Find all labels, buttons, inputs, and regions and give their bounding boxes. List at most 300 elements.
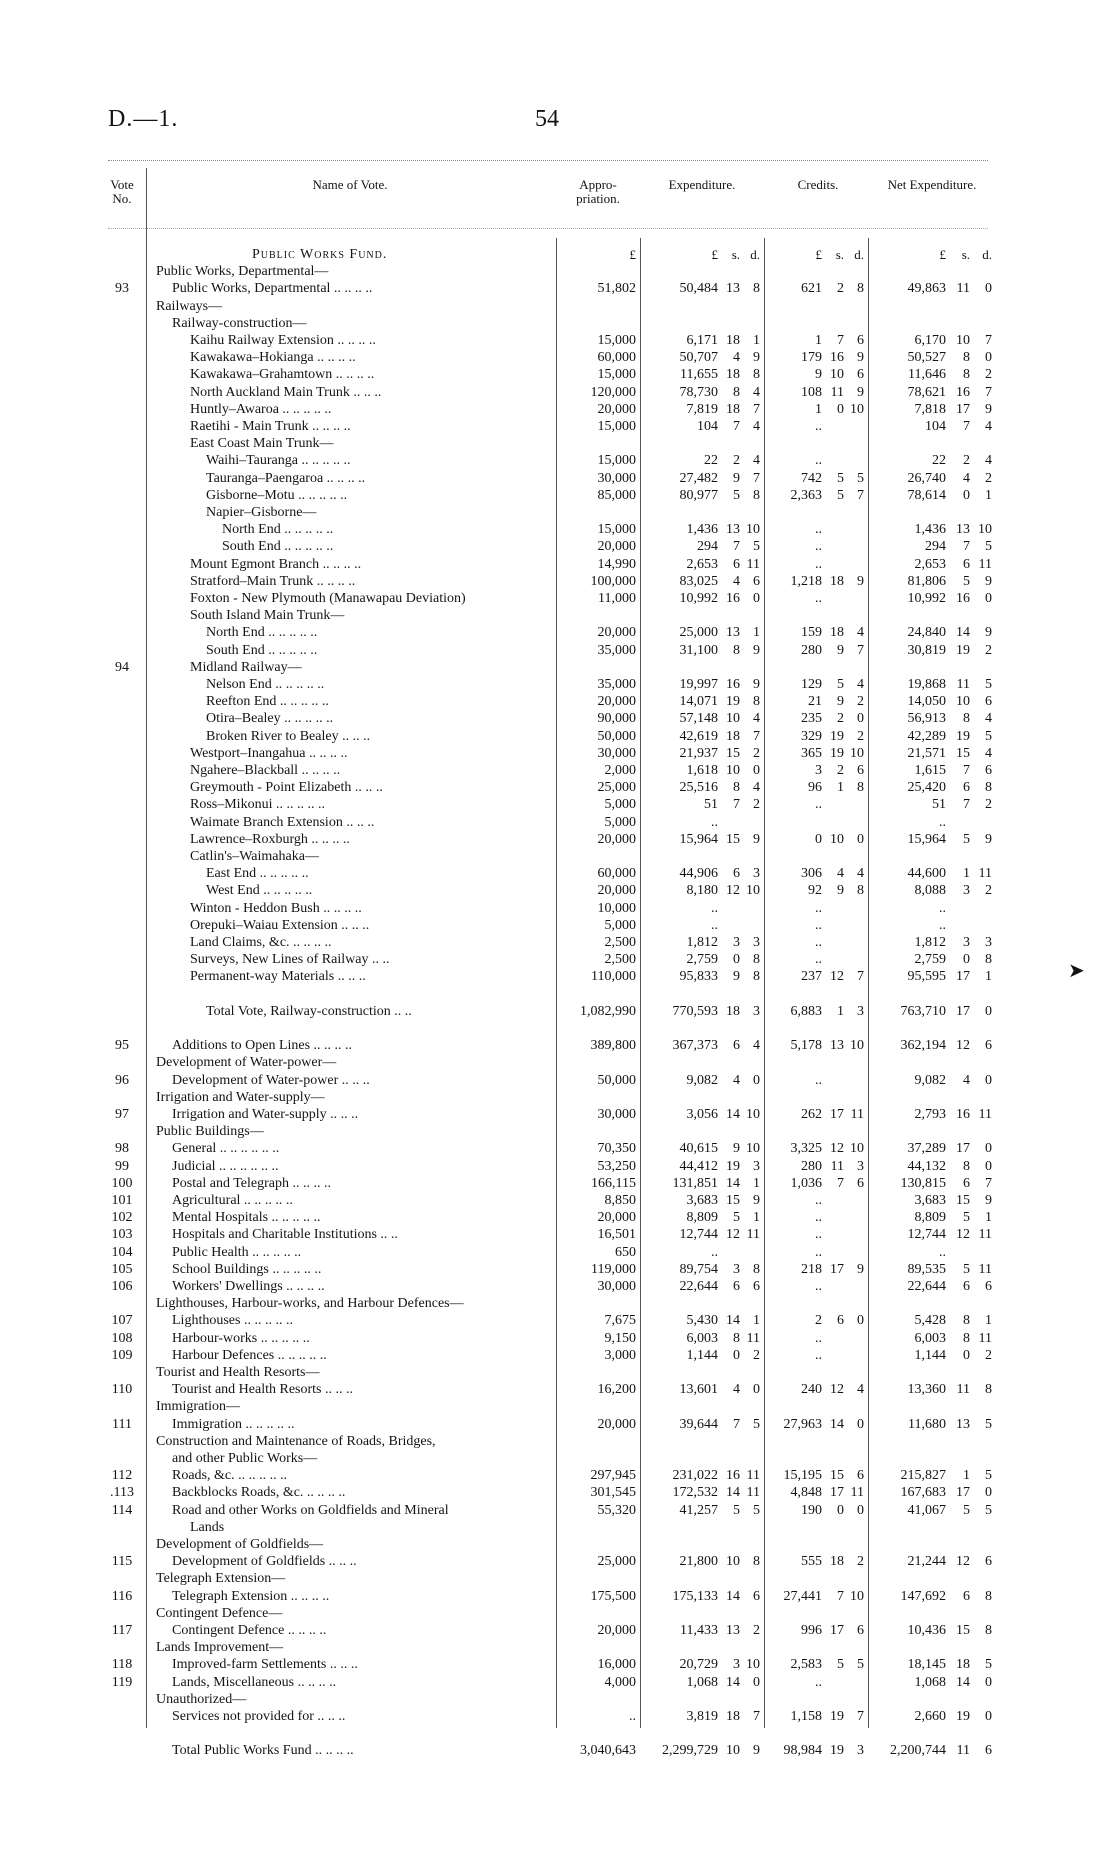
cell-ed: 1	[753, 1175, 760, 1191]
cell-es: 5	[733, 1210, 740, 1226]
table-row	[0, 1072, 1114, 1089]
cell-name: Contingent Defence—	[156, 1605, 283, 1621]
cell-name: Waihi–Tauranga .. .. .. .. ..	[206, 453, 351, 469]
cell-ap: 70,350	[597, 1141, 636, 1157]
cell-ap: 30,000	[597, 1279, 636, 1294]
cell-ap: 3,000	[604, 1347, 636, 1363]
table-row	[0, 590, 1114, 607]
cell-cd: 3	[857, 1743, 864, 1759]
cell-name: Railway-construction—	[172, 315, 307, 331]
cell-ed: 6	[753, 1588, 760, 1604]
cell-name: Public Works, Departmental—	[156, 264, 329, 280]
cell-np: 18,145	[907, 1657, 946, 1673]
cell-ap: 297,945	[590, 1468, 636, 1484]
cell-name: Workers' Dwellings .. .. .. ..	[172, 1279, 325, 1294]
cell-cs: 11	[830, 384, 844, 400]
cell-ep: 50,707	[679, 350, 718, 366]
table-row	[0, 968, 1114, 985]
cell-vn: 93	[115, 281, 129, 297]
cell-cd: 4	[857, 866, 864, 882]
currency-cd: d.	[854, 247, 864, 262]
table-row	[0, 573, 1114, 590]
cell-np: 41,067	[907, 1502, 946, 1518]
cell-nd: 5	[985, 1502, 992, 1518]
cell-np: ..	[939, 814, 946, 830]
cell-ep: 12,744	[679, 1227, 718, 1243]
cell-cd: 0	[857, 1313, 864, 1329]
cell-ns: 7	[963, 539, 970, 555]
cell-nd: 7	[985, 1175, 992, 1191]
cell-vn: 97	[115, 1107, 129, 1122]
table-row	[0, 1416, 1114, 1433]
cell-ns: 8	[963, 367, 970, 383]
cell-cp: ..	[815, 1674, 822, 1690]
cell-name: Land Claims, &c. .. .. .. ..	[190, 935, 332, 950]
cell-nd: 2	[985, 642, 992, 658]
cell-np: 8,088	[914, 883, 946, 899]
cell-np: 1,812	[914, 935, 946, 950]
cell-np: 89,535	[907, 1261, 946, 1277]
cell-ap: 5,000	[604, 917, 636, 933]
cell-ns: 5	[963, 831, 970, 847]
cell-ed: 10	[746, 1107, 760, 1122]
cell-cs: 12	[830, 969, 844, 985]
cell-ns: 0	[963, 952, 970, 968]
table-row	[0, 1295, 1114, 1312]
cell-cs: 0	[837, 1502, 844, 1518]
cell-name: Unauthorized—	[156, 1691, 247, 1707]
cell-cd: 8	[857, 281, 864, 297]
cell-name: East Coast Main Trunk—	[190, 436, 334, 452]
cell-ed: 8	[753, 1554, 760, 1570]
cell-vn: 100	[111, 1175, 133, 1191]
cell-ns: 17	[956, 1003, 970, 1019]
cell-name: East End .. .. .. .. ..	[206, 866, 309, 882]
table-row	[0, 1123, 1114, 1140]
cell-ep: 41,257	[679, 1502, 718, 1518]
table-row	[0, 470, 1114, 487]
cell-name: Kaihu Railway Extension .. .. .. ..	[190, 333, 376, 348]
cell-np: 10,992	[907, 591, 946, 606]
cell-ns: 7	[963, 797, 970, 813]
cell-ap: 25,000	[597, 780, 636, 796]
cell-vn: 114	[111, 1502, 133, 1518]
cell-np: 1,144	[914, 1347, 946, 1363]
cell-np: 2,793	[914, 1107, 946, 1122]
table-row	[0, 1450, 1114, 1467]
table-row	[0, 1639, 1114, 1656]
currency-ns: s.	[961, 247, 970, 262]
cell-cp: 96	[808, 780, 822, 796]
cell-ap: 20,000	[597, 883, 636, 899]
cell-es: 2	[733, 453, 740, 469]
cell-ns: 6	[963, 1588, 970, 1604]
cell-ap: 8,850	[604, 1193, 636, 1208]
cell-es: 10	[726, 763, 740, 778]
cell-cp: 92	[808, 883, 822, 899]
cell-name: Development of Goldfields—	[156, 1537, 324, 1552]
cell-cp: 240	[801, 1382, 822, 1398]
cell-cp: ..	[815, 917, 822, 933]
cell-cs: 7	[837, 1175, 844, 1191]
cell-ed: 7	[753, 470, 760, 486]
cell-np: 78,621	[907, 384, 946, 400]
cell-cp: 742	[801, 470, 822, 486]
cell-cd: 3	[857, 1003, 864, 1019]
cell-ns: 17	[956, 1141, 970, 1157]
cell-cp: ..	[815, 1330, 822, 1346]
cell-cp: 1	[815, 401, 822, 417]
cell-ed: 1	[753, 1313, 760, 1329]
table-row	[0, 280, 1114, 297]
cell-nd: 9	[985, 625, 992, 641]
cell-cd: 10	[850, 401, 864, 417]
cell-ap: 15,000	[597, 453, 636, 469]
cell-cp: ..	[815, 522, 822, 538]
cell-es: 4	[733, 1382, 740, 1398]
cell-nd: 0	[985, 1485, 992, 1501]
table-row	[0, 779, 1114, 796]
cell-ap: 51,802	[597, 281, 636, 297]
cell-ap: 2,500	[604, 952, 636, 968]
cell-cp: 2,583	[790, 1657, 822, 1673]
cell-name: Raetihi - Main Trunk .. .. .. ..	[190, 419, 351, 434]
cell-np: 44,600	[907, 866, 946, 882]
cell-name: General .. .. .. .. .. ..	[172, 1141, 280, 1157]
cell-ep: 20,729	[679, 1657, 718, 1673]
cell-np: 81,806	[907, 573, 946, 589]
table-row	[0, 538, 1114, 555]
cell-es: 14	[726, 1674, 740, 1690]
cell-nd: 1	[985, 1313, 992, 1329]
cell-cd: 0	[857, 831, 864, 847]
cell-nd: 1	[985, 1210, 992, 1226]
table-row	[0, 435, 1114, 452]
cell-name: Huntly–Awaroa .. .. .. .. ..	[190, 401, 332, 417]
cell-name: Services not provided for .. .. ..	[172, 1709, 346, 1724]
cell-np: 147,692	[900, 1588, 946, 1604]
table-row	[0, 1089, 1114, 1106]
cell-cs: 13	[830, 1038, 844, 1054]
cell-ns: 3	[963, 935, 970, 950]
cell-ed: 5	[753, 1502, 760, 1518]
table-row	[0, 1622, 1114, 1639]
cell-cd: 11	[850, 1485, 864, 1501]
cell-nd: 1	[985, 487, 992, 503]
cell-cd: 6	[857, 1175, 864, 1191]
cell-ep: 3,056	[686, 1107, 718, 1122]
table-row	[0, 693, 1114, 710]
cell-ep: ..	[711, 900, 718, 916]
cell-nd: 2	[985, 1347, 992, 1363]
cell-ns: 8	[963, 1158, 970, 1174]
cell-ap: 20,000	[597, 1416, 636, 1432]
cell-nd: 5	[985, 539, 992, 555]
table-row	[0, 1708, 1114, 1725]
cell-name: Total Vote, Railway-construction .. ..	[206, 1003, 412, 1019]
cell-np: 30,819	[907, 642, 946, 658]
cell-ns: 6	[963, 780, 970, 796]
cell-ap: 20,000	[597, 831, 636, 847]
cell-cs: 6	[837, 1313, 844, 1329]
cell-name: South End .. .. .. .. ..	[222, 539, 334, 555]
cell-nd: 0	[985, 1709, 992, 1724]
cell-ap: 20,000	[597, 625, 636, 641]
table-row	[0, 1570, 1114, 1587]
cell-ap: 7,675	[604, 1313, 636, 1329]
cell-name: North End .. .. .. .. ..	[222, 522, 334, 538]
cell-ed: 2	[753, 1347, 760, 1363]
table-row	[0, 1433, 1114, 1450]
cell-ap: 14,990	[597, 556, 636, 572]
cell-ed: 4	[753, 419, 760, 434]
cell-cs: 1	[837, 1003, 844, 1019]
cell-cd: 0	[857, 711, 864, 727]
cell-ns: 13	[956, 522, 970, 538]
table-row	[0, 504, 1114, 521]
cell-cp: 9	[815, 367, 822, 383]
table-row	[0, 1003, 1114, 1020]
cell-name: Mount Egmont Branch .. .. .. ..	[190, 556, 362, 572]
cell-cp: 996	[801, 1623, 822, 1638]
cell-ed: 0	[753, 1382, 760, 1398]
cell-cp: 129	[801, 677, 822, 692]
cell-es: 15	[726, 831, 740, 847]
cell-name: Permanent-way Materials .. .. ..	[190, 969, 366, 985]
cell-ep: 22	[704, 453, 718, 469]
cell-ns: 3	[963, 883, 970, 899]
cell-nd: 11	[978, 1107, 992, 1122]
cell-vn: 103	[111, 1227, 133, 1243]
cell-es: 4	[733, 573, 740, 589]
cell-ep: 14,071	[679, 694, 718, 710]
cell-es: 3	[733, 935, 740, 950]
cell-cs: 5	[837, 677, 844, 692]
cell-ns: 19	[956, 728, 970, 744]
cell-ed: 8	[753, 487, 760, 503]
cell-ep: 7,819	[686, 401, 718, 417]
cell-es: 6	[733, 1279, 740, 1294]
cell-ep: 51	[704, 797, 718, 813]
cell-ap: 389,800	[590, 1038, 636, 1054]
table-row	[0, 1020, 1114, 1037]
cell-cs: 5	[837, 487, 844, 503]
cell-nd: 3	[985, 935, 992, 950]
cell-cs: 4	[837, 866, 844, 882]
cell-ep: 2,299,729	[662, 1743, 718, 1759]
table-row	[0, 349, 1114, 366]
cell-name: Contingent Defence .. .. .. ..	[172, 1623, 327, 1638]
cell-ap: 5,000	[604, 797, 636, 813]
cell-nd: 5	[985, 677, 992, 692]
cell-ep: 3,683	[686, 1193, 718, 1208]
cell-ns: 5	[963, 1210, 970, 1226]
cell-es: 13	[726, 281, 740, 297]
cell-ap: 60,000	[597, 350, 636, 366]
cell-ed: 8	[753, 1261, 760, 1277]
currency-ed: d.	[750, 247, 760, 262]
cell-cp: ..	[815, 952, 822, 968]
cell-es: 5	[733, 1502, 740, 1518]
cell-name: Total Public Works Fund .. .. .. ..	[172, 1743, 354, 1759]
cell-ep: 80,977	[679, 487, 718, 503]
currency-nd: d.	[982, 247, 992, 262]
cell-cp: 108	[801, 384, 822, 400]
cell-name: Lands, Miscellaneous .. .. .. ..	[172, 1674, 337, 1690]
cell-ap: 3,040,643	[580, 1743, 636, 1759]
cell-ed: 1	[753, 1210, 760, 1226]
cell-nd: 2	[985, 797, 992, 813]
cell-np: 6,003	[914, 1330, 946, 1346]
cell-np: 1,068	[914, 1674, 946, 1690]
cell-ap: 30,000	[597, 1107, 636, 1122]
cell-ns: 0	[963, 1347, 970, 1363]
cell-ns: 7	[963, 763, 970, 778]
cell-name: Road and other Works on Goldfields and Mineral	[172, 1502, 449, 1518]
cell-es: 16	[726, 591, 740, 606]
cell-name: and other Public Works—	[172, 1451, 318, 1466]
table-row	[0, 1347, 1114, 1364]
cell-es: 6	[733, 556, 740, 572]
cell-vn: 115	[111, 1554, 133, 1570]
cell-np: 763,710	[900, 1003, 946, 1019]
cell-cp: 179	[801, 350, 822, 366]
cell-ep: 15,964	[679, 831, 718, 847]
cell-np: 2,200,744	[890, 1743, 946, 1759]
cell-es: 14	[726, 1107, 740, 1122]
cell-cp: ..	[815, 935, 822, 950]
cell-name: Greymouth - Point Elizabeth .. .. ..	[190, 780, 383, 796]
cell-np: 13,360	[907, 1382, 946, 1398]
cell-nd: 6	[985, 1554, 992, 1570]
cell-vn: 118	[111, 1657, 133, 1673]
cell-name: Hospitals and Charitable Institutions .. ..	[172, 1227, 398, 1243]
cell-es: 12	[726, 1227, 740, 1243]
cell-np: 130,815	[900, 1175, 946, 1191]
cell-np: 3,683	[914, 1193, 946, 1208]
cell-cs: 2	[837, 281, 844, 297]
cell-name: Lighthouses, Harbour-works, and Harbour Defences—	[156, 1296, 464, 1312]
table-row	[0, 1312, 1114, 1329]
cell-cp: 190	[801, 1502, 822, 1518]
cell-ap: 20,000	[597, 1623, 636, 1638]
cell-nd: 11	[978, 1261, 992, 1277]
cell-name: Kawakawa–Hokianga .. .. .. ..	[190, 350, 356, 366]
cell-cd: 7	[857, 642, 864, 658]
cell-ed: 0	[753, 763, 760, 778]
cell-cp: 621	[801, 281, 822, 297]
cell-ep: 21,937	[679, 745, 718, 761]
cell-cs: 0	[837, 401, 844, 417]
table-row	[0, 1656, 1114, 1673]
cell-ep: 89,754	[679, 1261, 718, 1277]
cell-cs: 19	[830, 1709, 844, 1724]
cell-name: Lands	[190, 1519, 225, 1535]
cell-ep: 78,730	[679, 384, 718, 400]
cell-ed: 11	[746, 1330, 760, 1346]
cell-es: 13	[726, 1623, 740, 1638]
cell-es: 19	[726, 694, 740, 710]
cell-ns: 16	[956, 384, 970, 400]
table-row	[0, 1742, 1114, 1759]
cell-nd: 6	[985, 694, 992, 710]
cell-name: Development of Water-power—	[156, 1055, 337, 1071]
table-row	[0, 366, 1114, 383]
table-row	[0, 1037, 1114, 1054]
cell-es: 18	[726, 728, 740, 744]
cell-ap: 90,000	[597, 711, 636, 727]
cell-vn: 110	[111, 1382, 133, 1398]
cell-np: 167,683	[900, 1485, 946, 1501]
cell-cd: 6	[857, 367, 864, 383]
cell-es: 9	[733, 1141, 740, 1157]
cell-np: 8,809	[914, 1210, 946, 1226]
cell-cs: 16	[830, 350, 844, 366]
cell-es: 0	[733, 1347, 740, 1363]
cell-name: Immigration—	[156, 1399, 240, 1415]
cell-ap: 25,000	[597, 1554, 636, 1570]
cell-name: Judicial .. .. .. .. .. ..	[172, 1158, 279, 1174]
cell-ep: 10,992	[679, 591, 718, 606]
cell-cp: 5,178	[790, 1038, 822, 1054]
cell-np: 1,615	[914, 763, 946, 778]
cell-ap: 650	[615, 1244, 636, 1260]
table-row	[0, 1605, 1114, 1622]
cell-name: West End .. .. .. .. ..	[206, 883, 313, 899]
cell-ep: 3,819	[686, 1709, 718, 1724]
cell-ap: 5,000	[604, 814, 636, 830]
cell-es: 10	[726, 1554, 740, 1570]
cell-es: 14	[726, 1175, 740, 1191]
cell-cp: 2	[815, 1313, 822, 1329]
cell-cp: 4,848	[790, 1485, 822, 1501]
cell-ns: 0	[963, 487, 970, 503]
cell-ep: 21,800	[679, 1554, 718, 1570]
cell-cs: 7	[837, 1588, 844, 1604]
cell-ep: 39,644	[679, 1416, 718, 1432]
header-rule	[108, 160, 988, 161]
cell-nd: 6	[985, 1038, 992, 1054]
cell-ap: 20,000	[597, 1210, 636, 1226]
cell-ns: 5	[963, 1261, 970, 1277]
cell-ns: 5	[963, 573, 970, 589]
cell-vn: 101	[111, 1193, 133, 1208]
cell-ed: 5	[753, 1416, 760, 1432]
cell-nd: 9	[985, 401, 992, 417]
table-row	[0, 1140, 1114, 1157]
cell-es: 4	[733, 1072, 740, 1088]
cell-es: 4	[733, 350, 740, 366]
cell-es: 12	[726, 883, 740, 899]
cell-cp: ..	[815, 1072, 822, 1088]
cell-ed: 2	[753, 1623, 760, 1638]
cell-cp: ..	[815, 1347, 822, 1363]
cell-ep: ..	[711, 814, 718, 830]
cell-ep: 22,644	[679, 1279, 718, 1294]
cell-cs: 19	[830, 745, 844, 761]
cell-vn: 102	[111, 1210, 133, 1226]
table-row	[0, 1226, 1114, 1243]
cell-np: 7,818	[914, 401, 946, 417]
cell-ns: 16	[956, 591, 970, 606]
cell-nd: 0	[985, 1141, 992, 1157]
cell-cs: 5	[837, 1657, 844, 1673]
cell-ed: 9	[753, 831, 760, 847]
cell-ns: 5	[963, 1502, 970, 1518]
cell-nd: 11	[978, 1330, 992, 1346]
cell-ap: 20,000	[597, 694, 636, 710]
cell-np: 24,840	[907, 625, 946, 641]
